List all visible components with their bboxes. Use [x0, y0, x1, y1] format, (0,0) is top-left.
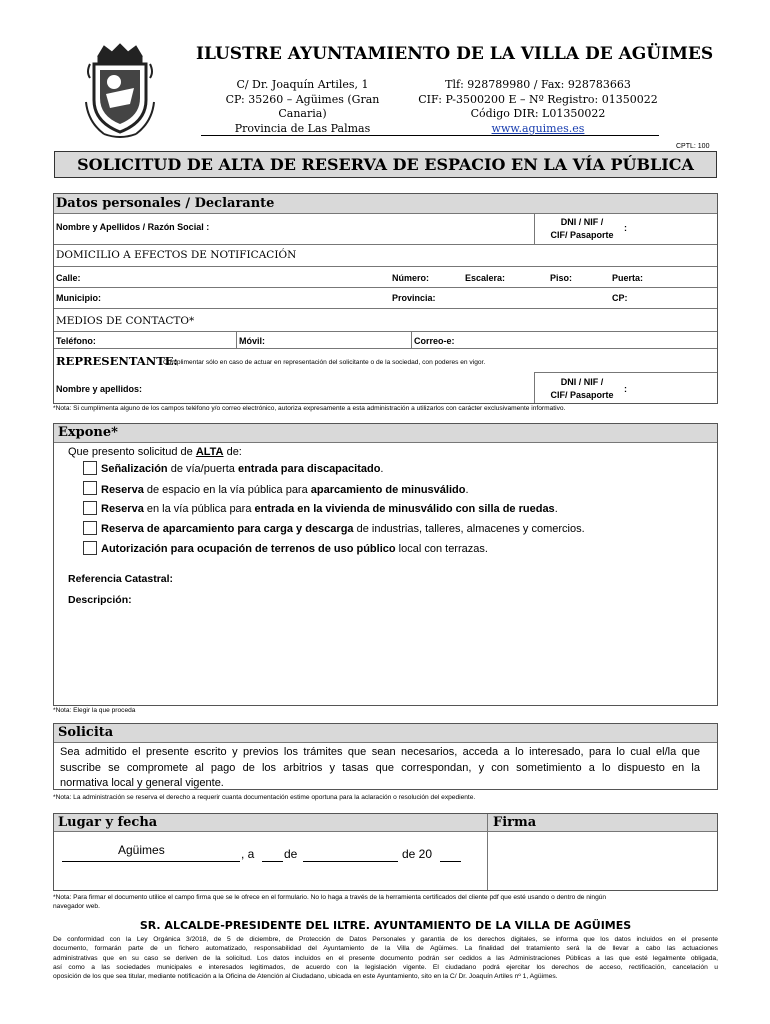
option-checkbox-3[interactable] — [83, 501, 97, 515]
day-field[interactable] — [262, 845, 283, 862]
dni-label: DNI / NIF / CIF/ Pasaporte — [550, 217, 614, 240]
year-field[interactable] — [440, 845, 461, 862]
addressee: SR. ALCALDE-PRESIDENTE DEL ILTRE. AYUNTAMIENTO DE LA VILLA DE AGÜIMES — [139, 919, 632, 932]
postal-line: CP: 35260 – Agüimes (Gran Canaria) — [225, 92, 380, 120]
numero-label: Número: — [392, 273, 430, 283]
legal-text-3: administrativas que en su caso se deriven de la solicitud. Los datos incluidos en el presente documento podrán ser cedidos a las Administraciones Públicas a las que esté legalmente obligada, — [53, 954, 718, 962]
representante-heading: REPRESENTANTE: — [56, 354, 178, 368]
correo-label: Correo-e: — [414, 336, 455, 346]
form-code: CPTL: 100 — [676, 143, 710, 150]
solicita-text-3: normativa local y general vigente. — [60, 777, 224, 789]
lugar-fecha-heading: Lugar y fecha — [58, 815, 158, 830]
referencia-label: Referencia Catastral: — [68, 573, 174, 585]
calle-label: Calle: — [56, 273, 81, 283]
solicita-heading: Solicita — [58, 725, 114, 740]
solicita-text-1: Sea admitido el presente escrito y previos los trámites que sean necesarios, acceda a lo interesado, para lo cual el/la que — [60, 746, 700, 758]
telefono-label: Teléfono: — [56, 336, 96, 346]
rep-dni-colon: : — [624, 384, 627, 394]
medios-heading: MEDIOS DE CONTACTO* — [56, 315, 195, 327]
option-label-3: Reserva en la vía pública para entrada en la vivienda de minusválido con silla de ruedas. — [101, 503, 558, 515]
name-label: Nombre y Apellidos / Razón Social : — [56, 222, 210, 232]
personal-data-heading: Datos personales / Declarante — [56, 196, 275, 211]
rep-name-label: Nombre y apellidos: — [56, 384, 143, 394]
municipio-label: Municipio: — [56, 293, 101, 303]
piso-label: Piso: — [550, 273, 573, 283]
escalera-label: Escalera: — [465, 273, 506, 283]
option-label-2: Reserva de espacio en la vía pública para aparcamiento de minusválido. — [101, 484, 469, 496]
rep-dni-label: DNI / NIF / CIF/ Pasaporte — [550, 377, 614, 400]
provincia-label: Provincia: — [392, 293, 436, 303]
province-line: Provincia de Las Palmas — [234, 121, 371, 135]
descripcion-area[interactable] — [66, 610, 706, 702]
option-label-5: Autorización para ocupación de terrenos de uso público local con terrazas. — [101, 543, 488, 555]
website-link[interactable]: www.aguimes.es — [491, 121, 585, 135]
address-line: C/ Dr. Joaquín Artiles, 1 — [236, 78, 369, 91]
firma-note-1: *Nota: Para firmar el documento utilice el campo firma que se le ofrece en el formulario. No lo haga a través de la herramienta certificados del cliente pdf que esté usando o dentro de ningún — [53, 894, 607, 901]
puerta-label: Puerta: — [612, 273, 644, 283]
cp-label: CP: — [612, 293, 628, 303]
domicilio-heading: DOMICILIO A EFECTOS DE NOTIFICACIÓN — [56, 249, 297, 261]
option-checkbox-4[interactable] — [83, 521, 97, 535]
phone-line: Tlf: 928789980 / Fax: 928783663 — [445, 78, 631, 91]
descripcion-label: Descripción: — [68, 594, 132, 606]
legal-text-2: documento, formarán parte de un fichero automatizado, responsabilidad del Ayuntamiento de la Villa de Agüimes. La finalidad del tratamiento será la de llevar a cabo las actuaciones — [53, 945, 718, 953]
month-field[interactable] — [303, 845, 398, 862]
signature-field[interactable] — [489, 832, 717, 890]
dni-colon: : — [624, 223, 627, 233]
de-text: de — [284, 847, 298, 861]
firma-note-2: navegador web. — [53, 903, 100, 910]
legal-text-4: así como a las sociedades municipales e interesados legitimados, de acuerdo con la legislación vigente. El ciudadano podrá ejercitar los derechos de acceso, rectificación, cancelación u — [53, 963, 718, 971]
de20-text: de 20 — [402, 847, 433, 861]
option-label-1: Señalización de vía/puerta entrada para discapacitado. — [101, 463, 384, 475]
option-checkbox-2[interactable] — [83, 481, 97, 495]
legal-text-1: De conformidad con la Ley Orgánica 3/2018, de 5 de diciembre, de Protección de Datos Personales y garantía de los derechos digitales, se informa que los datos incluidos en el presente — [53, 936, 718, 943]
firma-heading: Firma — [493, 815, 537, 830]
expone-heading: Expone* — [58, 425, 118, 440]
a-text: , a — [241, 847, 255, 861]
option-checkbox-5[interactable] — [83, 541, 97, 555]
institution-name: ILUSTRE AYUNTAMIENTO DE LA VILLA DE AGÜIMES — [196, 44, 714, 64]
expone-intro: Que presento solicitud de ALTA de: — [68, 446, 242, 458]
place-field[interactable]: Agüimes — [62, 845, 240, 862]
solicita-note: *Nota: La administración se reserva el derecho a requerir cuanta documentación estime oportuna para la aclaración o resolución del expediente. — [53, 794, 476, 801]
expone-note: *Nota: Elegir la que proceda — [53, 707, 136, 714]
personal-note: *Nota: Si cumplimenta alguno de los campos teléfono y/o correo electrónico, autoriza expresamente a esta administración a utilizarlos con carácter exclusivamente informativo. — [53, 405, 566, 412]
option-label-4: Reserva de aparcamiento para carga y descarga de industrias, talleres, almacenes y comercios. — [101, 523, 585, 535]
coat-of-arms-logo — [84, 42, 156, 140]
cif-line: CIF: P-3500200 E – Nº Registro: 01350022 — [418, 92, 658, 106]
dir-code-line: Código DIR: L01350022 — [470, 107, 606, 120]
page-title: SOLICITUD DE ALTA DE RESERVA DE ESPACIO EN LA VÍA PÚBLICA — [77, 155, 694, 174]
option-checkbox-1[interactable] — [83, 461, 97, 475]
representante-note: Cumplimentar sólo en caso de actuar en representación del solicitante o de la sociedad, con poderes en vigor. — [163, 359, 486, 366]
legal-text-5: oposición de los que sea titular, mediante notificación a la Oficina de Atención al Ciudadano, ubicada en este Ayuntamiento, sito en la C/ Dr. Joaquín Artiles nº 1, Agüimes. — [53, 973, 558, 981]
solicita-text-2: suscribe se compromete al pago de los arbitrios y tasas que correspondan, y con sometimiento a lo dispuesto en la — [60, 761, 700, 774]
movil-label: Móvil: — [239, 336, 265, 346]
